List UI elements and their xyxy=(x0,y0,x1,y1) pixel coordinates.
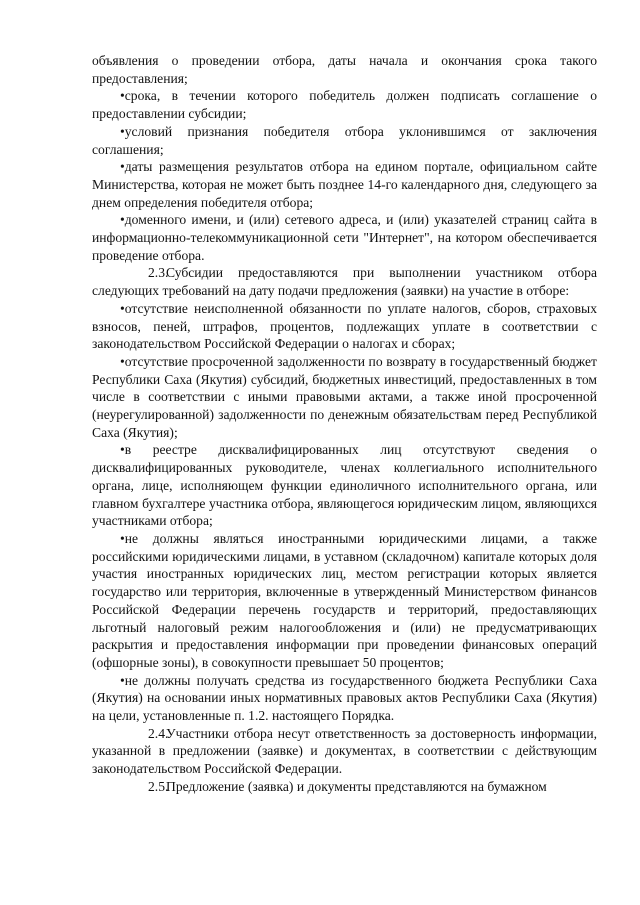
bullet-item xyxy=(92,300,597,353)
paragraph-text: •отсутствие просроченной задолженности по возврату в государственный бюджет Республики Саха (Якутия) субсидий, бюджетных инвестиций, предоставленных в том числе в соответствии с иными правовыми актами, а также иной просроченной (неурегулированной) задолженности по денежным обязательствам перед Республикой Саха (Якутия); xyxy=(92,353,597,440)
section-number: 2.5. xyxy=(148,778,169,794)
bullet-item xyxy=(92,441,597,530)
paragraph-text: Предложение (заявка) и документы представляются на бумажном xyxy=(166,778,547,794)
bullet-item xyxy=(92,530,597,672)
paragraph-text: •в реестре дисквалифицированных лиц отсутствуют сведения о дисквалифицированных руководителе, членах коллегиального исполнительного органа, лице, исполняющем функции единоличного исполнительного органа, или главном бухгалтере участника отбора, являющегося юридическим лицом, являющихся участниками отбора; xyxy=(92,442,597,529)
bullet-item xyxy=(92,353,597,442)
paragraph-text: •не должны являться иностранными юридическими лицами, а также российскими юридическими лицами, в уставном (складочном) капитале которых доля участия иностранных юридических лиц, местом регистрации которых является государство или территория, включенные в утвержденный Министерством финансов Российской Федерации перечень государств и территорий, предоставляющих льготный налоговый режим налогообложения и (или) не предусматривающих раскрытия и предоставления информации при проведении финансовых операций (офшорные зоны), в совокупности превышает 50 процентов; xyxy=(92,530,597,670)
paragraph-text: Субсидии предоставляются при выполнении участником отбора следующих требований на дату подачи предложения (заявки) на участие в отборе: xyxy=(92,265,597,299)
bullet-item xyxy=(92,211,597,264)
paragraph-text: •даты размещения результатов отбора на едином портале, официальном сайте Министерства, которая не может быть позднее 14-го календарного дня, следующего за днем определения победителя отбора; xyxy=(92,159,597,210)
paragraph-text: •не должны получать средства из государственного бюджета Республики Саха (Якутия) на основании иных нормативных правовых актов Республики Саха (Якутия) на цели, установленные п. 1.2. настоящего Порядка. xyxy=(92,672,597,724)
section-number: 2.3. xyxy=(148,265,169,281)
bullet-item xyxy=(92,87,597,122)
bullet-item xyxy=(92,158,597,211)
paragraph-text: •срока, в течении которого победитель должен подписать соглашение о предоставлении субсидии; xyxy=(92,88,597,122)
section-number: 2.4. xyxy=(148,725,169,741)
paragraph-text: •условий признания победителя отбора уклонившимся от заключения соглашения; xyxy=(92,123,597,157)
section-paragraph xyxy=(92,778,597,796)
bullet-item xyxy=(92,672,597,725)
section-paragraph xyxy=(92,264,597,299)
paragraph-text: объявления о проведении отбора, даты начала и окончания срока такого предоставления; xyxy=(92,53,597,86)
paragraph-text: •доменного имени, и (или) сетевого адреса, и (или) указателей страниц сайта в информационно-телекоммуникационной сети "Интернет", на котором обеспечивается проведение отбора. xyxy=(92,212,597,263)
bullet-item xyxy=(92,123,597,158)
paragraph-text: Участники отбора несут ответственность за достоверность информации, указанной в предложении (заявке) и документах, в соответствии с действующим законодательством Российской Федерации. xyxy=(92,725,597,777)
document-page xyxy=(92,52,597,796)
paragraph-continuation xyxy=(92,52,597,87)
paragraph-text: •отсутствие неисполненной обязанности по уплате налогов, сборов, страховых взносов, пеней, штрафов, процентов, подлежащих уплате в соответствии с законодательством Российской Федерации о налогах и сборах; xyxy=(92,300,597,352)
section-paragraph xyxy=(92,725,597,778)
